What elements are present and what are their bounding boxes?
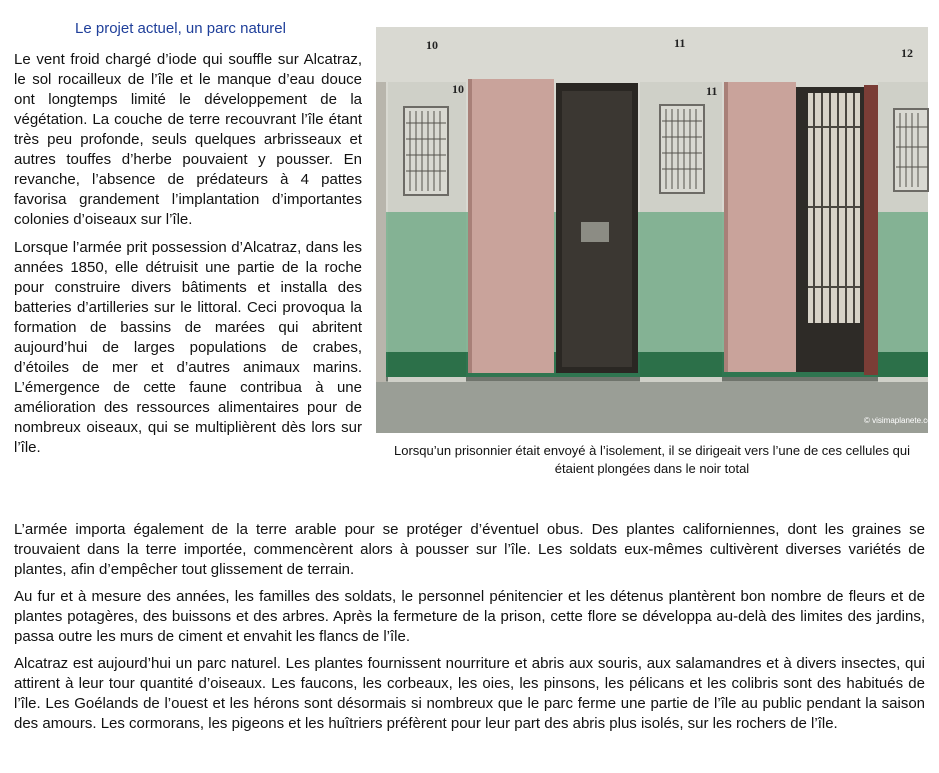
paragraph-army: Lorsque l’armée prit possession d’Alcatraz, dans les années 1850, elle détruisit une partie de la roche pour construire divers bâtiments et installa des batteries d’artilleries sur le littoral. Ceci provoqua la formation de bassins de marées qui abritent aujourd’hui de larges populations de crabes, d’étoiles de mer et d’autres animaux marins. L’émergence de cette faune contribua à une amélioration des ressources alimentaires pour de nombreux oiseaux, qui se multiplièrent dès lors sur l’île. bbox=[14, 239, 362, 456]
cell-block-photo bbox=[376, 27, 939, 433]
paragraph-gardens: Au fur et à mesure des années, les familles des soldats, le personnel pénitencier et les détenus plantèrent bon nombre de fleurs et de plantes potagères, des buissons et des arbres. Après la fermeture de la prison, cette flore se développa au-delà des limites des jardins, passa outre les murs de ciment et envahit les flancs de l’île. bbox=[14, 588, 925, 645]
cell-number-upper-12: 12 bbox=[901, 46, 913, 60]
paragraph-arable-land: L’armée importa également de la terre arable pour se protéger d’éventuel obus. Des plantes californiennes, dont les graines se trouvaient dans la terre importée, commencèrent alors à pousser sur l’île. Les soldats eux-mêmes cultivèrent diverses variétés de plantes, afin d’empêcher tout glissement de terrain. bbox=[14, 521, 925, 578]
paragraph-natural-park: Alcatraz est aujourd’hui un parc naturel. Les plantes fournissent nourriture et abris aux souris, aux salamandres et à divers insectes, qui attirent à leur tour quantité d’oiseaux. Les faucons, les corbeaux, les oies, les pinsons, les pélicans et les colibris sont des habitués de l’île. Les Goélands de l’ouest et les hérons sont désormais si nombreux que le parc ferme une partie de l’île au public pendant la saison des amours. Les cormorans, les pigeons et les huîtriers préfèrent pour leur part des abris plus isolés, sur les rochers de l’île. bbox=[14, 655, 925, 732]
cell-number-door-11: 11 bbox=[706, 84, 718, 98]
cell-number-door-10: 10 bbox=[452, 82, 464, 96]
photo-caption: Lorsqu’un prisonnier était envoyé à l’isolement, il se dirigeait vers l’une de ces cellules qui étaient plongées dans le noir total bbox=[394, 443, 910, 476]
bottom-text-block bbox=[14, 520, 925, 741]
section-heading: Le projet actuel, un parc naturel bbox=[75, 20, 286, 37]
cell-number-upper-10: 10 bbox=[426, 38, 438, 52]
left-text-column bbox=[14, 50, 362, 466]
cell-number-upper-11: 11 bbox=[674, 36, 686, 50]
photo-watermark: © visimaplanete.com bbox=[864, 416, 939, 425]
paragraph-vegetation: Le vent froid chargé d’iode qui souffle sur Alcatraz, le sol rocailleux de l’île et le manque d’eau douce ont longtemps limité le développement de la végétation. La couche de terre recouvrant l’île étant très peu profonde, seuls quelques arbrisseaux et autres touffes d’herbe pouvaient y pousser. En revanche, l’absence de prédateurs à 4 pattes favorisa grandement l’implantation d’importantes colonies d’oiseaux sur l’île. bbox=[14, 51, 362, 228]
